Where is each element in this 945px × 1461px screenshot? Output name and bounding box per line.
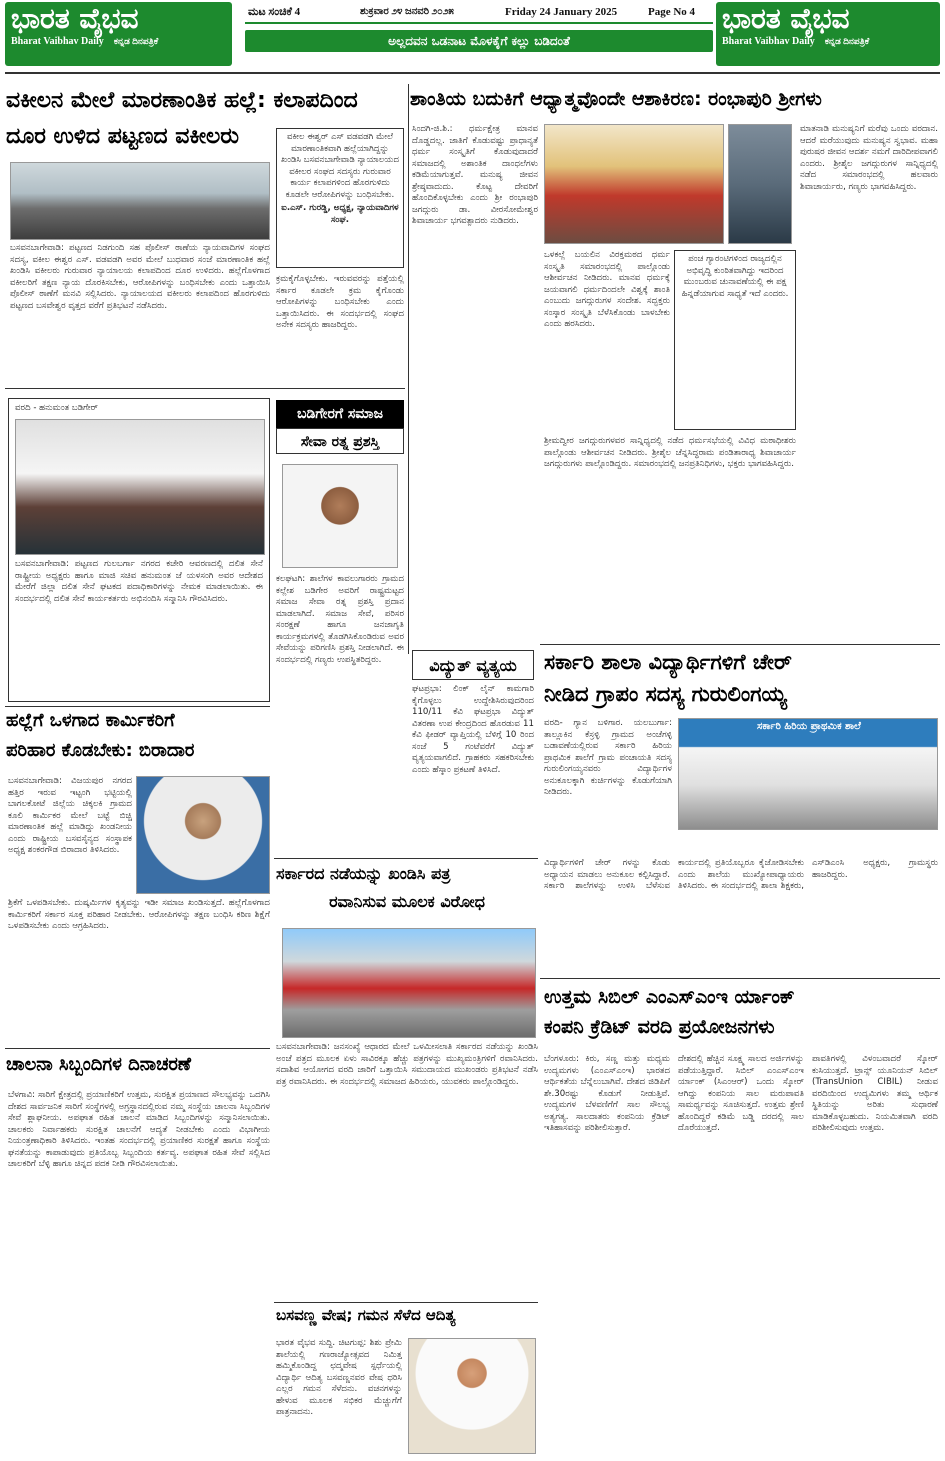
photo-school-chairs <box>678 718 938 830</box>
article-cibil-headline-2: ಕಂಪನಿ ಕ್ರೆಡಿಟ್ ವರದಿ ಪ್ರಯೋಜನಗಳು <box>544 1016 775 1038</box>
photo-basavanna-child <box>408 1338 536 1454</box>
article-lawyer-quote-by: ಐ.ಎಸ್. ಗುರಡ್ಡಿ, ಅಧ್ಯಕ್ಷ, ನ್ಯಾಯವಾದಿಗಳ ಸಂಘ. <box>281 203 399 225</box>
divider <box>5 388 405 389</box>
article-school-body-left: ವರದಿ- ಗ್ಯಾನ ಬಳಿಗಾರ. ಯಲಬುರ್ಗಾ: ತಾಲ್ಲೂಕಿನ ಕೆಸ್ರಳ್ಳಿ ಗ್ರಾಮದ ಅಂಚೆಗಳ್ಳಿ ಬಡಾವಣೆಯಲ್ಲಿರುವ ಸರ್ಕಾರಿ ಹಿರಿಯ ಪ್ರಾಥಮಿಕ ಶಾಲೆಗೆ ಗ್ರಾಮ ಪಂಚಾಯತಿ ಸದಸ್ಯ ಗುರುಲಿಂಗಯ್ಯನವರು ವಿದ್ಯಾರ್ಥಿಗಳ ಅನುಕೂಲಕ್ಕಾಗಿ ಕುರ್ಚಿಗಳನ್ನು ಕೊಡುಗೆಯಾಗಿ ನೀಡಿದರು. <box>544 718 672 797</box>
article-cibil-col2: ದೇಶದಲ್ಲಿ ಹೆಚ್ಚಿನ ಸೂಕ್ಷ್ಮ ಸಾಲದ ಅರ್ಜಿಗಳನ್ನು ಪಡೆಯುತ್ತಿದ್ದಾರೆ. ಸಿಬಿಲ್ ಎಂಎಸ್ಎಂಇ ರ್ಯಾಂಕ್ (ಸಿಎಂಆರ್) ಒಂದು ಸ್ಕೋರ್ ಆಗಿದ್ದು ಕಂಪನಿಯ ಸಾಲ ಮರುಪಾವತಿ ಸಾಮರ್ಥ್ಯವನ್ನು ಸೂಚಿಸುತ್ತದೆ. ಉತ್ತಮ ಶ್ರೇಣಿ ಹೊಂದಿದ್ದರೆ ಕಡಿಮೆ ಬಡ್ಡಿ ದರದಲ್ಲಿ ಸಾಲ ದೊರೆಯುತ್ತದೆ. <box>678 1054 804 1133</box>
article-letters-body: ಬಸವನಬಾಗೇವಾಡಿ: ಜನಸಂಖ್ಯೆ ಆಧಾರದ ಮೇಲೆ ಒಳಮೀಸಲಾತಿ ಸರ್ಕಾರದ ನಡೆಯನ್ನು ಖಂಡಿಸಿ ಅಂಚೆ ಪತ್ರದ ಮೂಲಕ ಏಳು ಸಾವಿರಕ್ಕೂ ಹೆಚ್ಚು ಪತ್ರಗಳನ್ನು ಮುಖ್ಯಮಂತ್ರಿಗಳಿಗೆ ರವಾನಿಸಿದರು. ಸದಾಶಿವ ಆಯೋಗದ ವರದಿ ಜಾರಿಗೆ ಒತ್ತಾಯಿಸಿ ಸಮುದಾಯದ ಮುಖಂಡರು ಪ್ರತಿಭಟನೆ ನಡೆಸಿ ಪತ್ರ ರವಾನಿಸಿದರು. ಈ ಸಂದರ್ಭದಲ್ಲಿ ಸಮಾಜದ ಹಿರಿಯರು, ಯುವಕರು ಪಾಲ್ಗೊಂಡಿದ್ದರು. <box>276 1042 538 1087</box>
article-costume-headline: ಬಸವಣ್ಣ ವೇಷ; ಗಮನ ಸೆಳೆದ ಆದಿತ್ಯ <box>276 1306 456 1324</box>
article-cibil-headline-1: ಉತ್ತಮ ಸಿಬಿಲ್ ಎಂಎಸ್ಎಂಇ ರ್ಯಾಂಕ್ <box>544 986 795 1008</box>
article-power-body: ಘಟಪ್ರಭಾ: ಲಿಂಕ್ ಲೈನ್ ಕಾಮಗಾರಿ ಕೈಗೊಳ್ಳಲು ಉದ್ದೇಶಿಸಿರುವುದರಿಂದ 110/11 ಕೆವಿ ಘಟಪ್ರಭಾ ವಿದ್ಯುತ್ ವಿತರಣಾ ಉಪ ಕೇಂದ್ರದಿಂದ ಹೊರಡುವ 11 ಕೆವಿ ಫೀಡರ್ ವ್ಯಾಪ್ತಿಯಲ್ಲಿ ಬೆಳಿಗ್ಗೆ 10 ರಿಂದ ಸಂಜೆ 5 ಗಂಟೆವರೆಗೆ ವಿದ್ಯುತ್ ವ್ಯತ್ಯಯವಾಗಲಿದೆ. ಗ್ರಾಹಕರು ಸಹಕರಿಸಬೇಕು ಎಂದು ಹೆಸ್ಕಾಂ ಪ್ರಕಟಣೆ ತಿಳಿಸಿದೆ. <box>412 684 534 775</box>
masthead-title: ಭಾರತ ವೈಭವ <box>11 2 139 35</box>
article-power-headline: ವಿದ್ಯುತ್ ವ್ಯತ್ಯಯ <box>412 650 534 680</box>
article-lawyer-headline-2: ದೂರ ಉಳಿದ ಪಟ್ಟಣದ ವಕೀಲರು <box>6 124 239 149</box>
divider <box>5 1048 270 1049</box>
school-sign: ಸರ್ಕಾರಿ ಹಿರಿಯ ಪ್ರಾಥಮಿಕ ಶಾಲೆ <box>757 721 861 732</box>
masthead-logo-right <box>716 2 940 66</box>
tagline: ಅಲ್ಲದವನ ಒಡನಾಟ ಮೊಳಕೈಗೆ ಕಲ್ಲು ಬಡಿದಂತೆ <box>245 30 713 52</box>
photo-lawyers-protest <box>10 162 270 240</box>
article-dalit-sena-reporter: ವರದಿ - ಹನುಮಂತ ಬಡಿಗೇರ್ <box>15 403 98 413</box>
divider <box>274 1302 538 1303</box>
masthead-subtitle-en: Bharat Vaibhav Daily <box>722 36 815 47</box>
divider <box>540 978 940 979</box>
article-lawyer-quote-box <box>276 128 404 268</box>
date-kannada: ಶುಕ್ರವಾರ ೨೪ ಜನವರಿ ೨೦೨೫ <box>360 6 454 17</box>
photo-award-recipient <box>282 464 398 568</box>
photo-biradar-portrait <box>136 776 270 894</box>
article-drivers-body: ಬೆಳಗಾವಿ: ಸಾರಿಗೆ ಕ್ಷೇತ್ರದಲ್ಲಿ ಪ್ರಯಾಣಿಕರಿಗೆ ಉತ್ತಮ, ಸುರಕ್ಷಿತ ಪ್ರಯಾಣದ ಸೌಲಭ್ಯವನ್ನು ಒದಗಿಸಿ ದೇಶದ ಸಾರ್ವಜನಿಕ ಸಾರಿಗೆ ಸಂಸ್ಥೆಗಳಲ್ಲಿ ಅಗ್ರಸ್ಥಾನದಲ್ಲಿರುವ ನಮ್ಮ ಸಂಸ್ಥೆಯ ಚಾಲನಾ ಸಿಬ್ಬಂದಿಗಳ ಸೇವೆ ಶ್ಲಾಘನೀಯ. ಅಪಘಾತ ರಹಿತ ಚಾಲನೆ ಮಾಡಿದ ಸಿಬ್ಬಂದಿಗಳನ್ನು ಸನ್ಮಾನಿಸಲಾಯಿತು. ಚಾಲಕರು ನಿರ್ವಾಹಕರು ಸುರಕ್ಷಿತ ಚಾಲನೆಗೆ ಆದ್ಯತೆ ನೀಡಬೇಕು ಎಂದು ವಿಭಾಗೀಯ ನಿಯಂತ್ರಣಾಧಿಕಾರಿ ತಿಳಿಸಿದರು. ಇಂತಹ ಸಂದರ್ಭದಲ್ಲಿ ಪ್ರಯಾಣಿಕರ ಸುರಕ್ಷತೆ ಹಾಗೂ ಸಂಸ್ಥೆಯ ಘನತೆಯನ್ನು ಕಾಪಾಡುವುದು ಪ್ರತಿಯೊಬ್ಬ ಸಿಬ್ಬಂದಿಯ ಕರ್ತವ್ಯ. ಅಪಘಾತ ರಹಿತ ಸೇವೆ ಸಲ್ಲಿಸಿದ ಚಾಲಕರಿಗೆ ಬೆಳ್ಳಿ ಹಾಗೂ ಚಿನ್ನದ ಪದಕ ನೀಡಿ ಗೌರವಿಸಲಾಯಿತು. <box>8 1090 270 1169</box>
article-lawyer-body-left: ಬಸವನಬಾಗೇವಾಡಿ: ಪಟ್ಟಣದ ನಿಡಗುಂದಿ ಸಹ ಪೊಲೀಸ್ ಠಾಣೆಯ ನ್ಯಾಯವಾದಿಗಳ ಸಂಘದ ಸದಸ್ಯ, ವಕೀಲ ಈಶ್ವರ ಎಸ್. ವಡವಡಗಿ ಅವರ ಮೇಲೆ ಬುಧವಾರ ಸಂಜೆ ಮಾರಣಾಂತಿಕ ಹಲ್ಲೆ ಖಂಡಿಸಿ ವಕೀಲರು ಗುರುವಾರ ನ್ಯಾಯಾಲಯ ಕಲಾಪದಿಂದ ದೂರ ಉಳಿದರು. ಹಲ್ಲೆಗೊಳಗಾದ ವಕೀಲರಿಗೆ ತಕ್ಷಣ ನ್ಯಾಯ ದೊರಕಿಸಬೇಕು, ಆರೋಪಿಗಳನ್ನು ಬಂಧಿಸಬೇಕು ಎಂದು ಒತ್ತಾಯಿಸಿ ಪೊಲೀಸ್ ಠಾಣೆಗೆ ಮನವಿ ಸಲ್ಲಿಸಿದರು. ನ್ಯಾಯಾಲಯದ ವಕೀಲರು ಕಲಾಪದಿಂದ ಹೊರಗುಳಿದು ಪಟ್ಟಣದ ಬಸವೇಶ್ವರ ವೃತ್ತದ ವರೆಗೆ ಪ್ರತಿಭಟನೆ ನಡೆಸಿದರು. <box>10 243 270 311</box>
article-drivers-headline: ಚಾಲನಾ ಸಿಬ್ಬಂದಿಗಳ ದಿನಾಚರಣೆ <box>6 1054 192 1075</box>
divider <box>274 858 538 859</box>
article-workers-headline-2: ಪರಿಹಾರ ಕೊಡಬೇಕು: ಬಿರಾದಾರ <box>6 740 195 761</box>
article-rambhapuri-body-col3: ಮಾತನಾಡಿ ಮನುಷ್ಯನಿಗೆ ಮರೆವು ಒಂದು ವರದಾನ. ಆದರೆ ಮರೆಯುವುದು ಮನುಷ್ಯನ ಸ್ವಭಾವ. ಮಹಾ ಪುರುಷರ ಜೀವನ ಆದರ್ಶ ನಮಗೆ ದಾರಿದೀಪವಾಗಲಿ ಎಂದರು. ಶ್ರೀಶೈಲ ಜಗದ್ಗುರುಗಳ ಸಾನ್ನಿಧ್ಯದಲ್ಲಿ ನಡೆದ ಸಮಾರಂಭದಲ್ಲಿ ಹಲವಾರು ಶಿವಾಚಾರ್ಯರು, ಗಣ್ಯರು ಭಾಗವಹಿಸಿದ್ದರು. <box>800 124 938 192</box>
issue-number: ಮಟ ಸಂಚಿಕೆ 4 <box>248 6 301 18</box>
article-award-headline-2: ಸೇವಾ ರತ್ನ ಪ್ರಶಸ್ತಿ <box>276 428 404 454</box>
column-rule <box>408 84 409 654</box>
masthead-subtitle-en: Bharat Vaibhav Daily <box>11 36 104 47</box>
article-school-headline-1: ಸರ್ಕಾರಿ ಶಾಲಾ ವಿದ್ಯಾರ್ಥಿಗಳಿಗೆ ಚೇರ್ <box>544 650 792 674</box>
article-workers-body-right: ಶ್ರಿಕೆಗೆ ಒಳಪಡಿಸಬೇಕು. ದುಷ್ಕರ್ಮಿಗಳ ಕೃತ್ಯವನ್ನು ಇಡೀ ಸಮಾಜ ಖಂಡಿಸುತ್ತದೆ. ಹಲ್ಲೆಗೊಳಗಾದ ಕಾರ್ಮಿಕರಿಗೆ ಸರ್ಕಾರ ಸೂಕ್ತ ಪರಿಹಾರ ನೀಡಬೇಕು. ಆರೋಪಿಗಳನ್ನು ತಕ್ಷಣ ಬಂಧಿಸಿ ಕಠಿಣ ಶಿಕ್ಷೆಗೆ ಒಳಪಡಿಸಬೇಕು ಎಂದು ಆಗ್ರಹಿಸಿದರು. <box>8 898 270 931</box>
article-cibil-col3: ಪಾವತಿಗಳಲ್ಲಿ ವಿಳಂಬವಾದರೆ ಸ್ಕೋರ್ ಕುಸಿಯುತ್ತದೆ. ಟ್ರಾನ್ಸ್ ಯೂನಿಯನ್ ಸಿಬಿಲ್ (TransUnion CIBIL) ನೀಡುವ ವರದಿಯಿಂದ ಉದ್ಯಮಿಗಳು ತಮ್ಮ ಆರ್ಥಿಕ ಸ್ಥಿತಿಯನ್ನು ಅರಿತು ಸುಧಾರಣೆ ಮಾಡಿಕೊಳ್ಳಬಹುದು. ನಿಯಮಿತವಾಗಿ ವರದಿ ಪರಿಶೀಲಿಸುವುದು ಉತ್ತಮ. <box>812 1054 938 1133</box>
divider <box>540 644 940 645</box>
article-rambhapuri-body-bottom: ಶ್ರೀಮದ್ವೀರ ಜಗದ್ಗುರುಗಳವರ ಸಾನ್ನಿಧ್ಯದಲ್ಲಿ ನಡೆದ ಧರ್ಮಸಭೆಯಲ್ಲಿ ವಿವಿಧ ಮಠಾಧೀಶರು ಪಾಲ್ಗೊಂಡು ಆಶೀರ್ವಚನ ನೀಡಿದರು. ಶ್ರೀಶೈಲ ಚೆನ್ನಸಿದ್ಧರಾಮ ಪಂಡಿತಾರಾಧ್ಯ ಶಿವಾಚಾರ್ಯ ಜಗದ್ಗುರುಗಳು ಪಾಲ್ಗೊಂಡಿದ್ದರು. ಸಮಾರಂಭದಲ್ಲಿ ಜನಪ್ರತಿನಿಧಿಗಳು, ಭಕ್ತರು ಭಾಗವಹಿಸಿದ್ದರು. <box>544 436 796 469</box>
masthead-bottom-rule <box>5 72 940 74</box>
article-cibil-col1: ಬೆಂಗಳೂರು: ಕಿರು, ಸಣ್ಣ ಮತ್ತು ಮಧ್ಯಮ ಉದ್ಯಮಗಳು (ಎಂಎಸ್ಎಂಇ) ಭಾರತದ ಆರ್ಥಿಕತೆಯ ಬೆನ್ನೆಲುಬಾಗಿವೆ. ದೇಶದ ಜಿಡಿಪಿಗೆ ಶೇ.30ರಷ್ಟು ಕೊಡುಗೆ ನೀಡುತ್ತಿವೆ. ಉದ್ಯಮಗಳ ಬೆಳವಣಿಗೆಗೆ ಸಾಲ ಸೌಲಭ್ಯ ಅತ್ಯಗತ್ಯ. ಸಾಲದಾತರು ಕಂಪನಿಯ ಕ್ರೆಡಿಟ್ ಇತಿಹಾಸವನ್ನು ಪರಿಶೀಲಿಸುತ್ತಾರೆ. <box>544 1054 670 1133</box>
article-award-body: ಕಲಘಟಗಿ: ಶಾಲೆಗಳ ಕಾವಲುಗಾರರು ಗ್ರಾಮದ ಕಲ್ಲೇಶ ಬಡಿಗೇರ ಅವರಿಗೆ ರಾಷ್ಟ್ರಮಟ್ಟದ ಸಮಾಜ ಸೇವಾ ರತ್ನ ಪ್ರಶಸ್ತಿ ಪ್ರದಾನ ಮಾಡಲಾಗಿದೆ. ಸಮಾಜ ಸೇವೆ, ಪರಿಸರ ಸಂರಕ್ಷಣೆ ಹಾಗೂ ಜನಜಾಗೃತಿ ಕಾರ್ಯಕ್ರಮಗಳಲ್ಲಿ ತೊಡಗಿಸಿಕೊಂಡಿರುವ ಅವರ ಸೇವೆಯನ್ನು ಪರಿಗಣಿಸಿ ಪ್ರಶಸ್ತಿ ನೀಡಲಾಗಿದೆ. ಈ ಸಂದರ್ಭದಲ್ಲಿ ಗಣ್ಯರು ಉಪಸ್ಥಿತರಿದ್ದರು. <box>276 574 404 665</box>
article-workers-headline-1: ಹಲ್ಲೆಗೆ ಒಳಗಾದ ಕಾರ್ಮಿಕರಿಗೆ <box>6 710 175 731</box>
article-workers-body-left: ಬಸವನಬಾಗೇವಾಡಿ: ವಿಜಯಪುರ ನಗರದ ಹತ್ತಿರ ಇರುವ ಇಟ್ಟಂಗಿ ಭಟ್ಟಿಯಲ್ಲಿ ಬಾಗಲಕೋಟೆ ಜಿಲ್ಲೆಯ ಚಿಕ್ಕಲಕಿ ಗ್ರಾಮದ ಕೂಲಿ ಕಾರ್ಮಿಕರ ಮೇಲೆ ಬಟ್ಟೆ ಬಿಚ್ಚಿ ಮಾರಣಾಂತಿಕ ಹಲ್ಲೆ ಮಾಡಿದ್ದು ಖಂಡನೀಯ ಎಂದು ರಾಷ್ಟ್ರೀಯ ಬಸವಸೈನ್ಯದ ಸಂಸ್ಥಾಪಕ ಅಧ್ಯಕ್ಷ ಶಂಕರಗೌಡ ಬಿರಾದಾರ ತಿಳಿಸಿದರು. <box>8 776 132 855</box>
article-rambhapuri-quote-box <box>674 250 796 430</box>
divider <box>5 706 270 707</box>
article-school-body-bottom: ವಿದ್ಯಾರ್ಥಿಗಳಿಗೆ ಚೇರ್ ಗಳನ್ನು ಕೊಡು ಅಧ್ಯಾಯನ ಮಾಡಲು ಅನುಕೂಲ ಕಲ್ಪಿಸಿದ್ದಾರೆ. ಸರ್ಕಾರಿ ಶಾಲೆಗಳನ್ನು ಉಳಿಸಿ ಬೆಳೆಸುವ ಕಾರ್ಯದಲ್ಲಿ ಪ್ರತಿಯೊಬ್ಬರೂ ಕೈಜೋಡಿಸಬೇಕು ಎಂದು ಶಾಲೆಯ ಮುಖ್ಯೋಪಾಧ್ಯಾಯರು ತಿಳಿಸಿದರು. ಈ ಸಂದರ್ಭದಲ್ಲಿ ಶಾಲಾ ಶಿಕ್ಷಕರು, ಎಸ್‌ಡಿಎಂಸಿ ಅಧ್ಯಕ್ಷರು, ಗ್ರಾಮಸ್ಥರು ಹಾಜರಿದ್ದರು. <box>544 858 938 891</box>
date-english: Friday 24 January 2025 <box>505 6 618 18</box>
photo-dalit-sena-felicitation <box>15 419 265 555</box>
page-number: Page No 4 <box>648 6 696 18</box>
masthead-title: ಭಾರತ ವೈಭವ <box>722 2 850 35</box>
article-lawyer-body-right: ಕ್ರಮಕೈಗೊಳ್ಳಬೇಕು. ಇರುವವರನ್ನು ಪತ್ತೆಯಲ್ಲಿ ಸರ್ಕಾರ ಕೂಡಲೇ ಕ್ರಮ ಕೈಗೊಂಡು ಆರೋಪಿಗಳನ್ನು ಬಂಧಿಸಬೇಕು ಎಂದು ಒತ್ತಾಯಿಸಿದರು. ಈ ಸಂದರ್ಭದಲ್ಲಿ ಸಂಘದ ಅನೇಕ ಸದಸ್ಯರು ಹಾಜರಿದ್ದರು. <box>276 274 404 330</box>
article-letters-headline-2: ರವಾನಿಸುವ ಮೂಲಕ ವಿರೋಧ <box>329 892 485 911</box>
article-award-headline-1: ಬಡಿಗೇರಗೆ ಸಮಾಜ <box>276 400 404 428</box>
article-school-headline-2: ನೀಡಿದ ಗ್ರಾಪಂ ಸದಸ್ಯ ಗುರುಲಿಂಗಯ್ಯ <box>544 682 787 706</box>
article-lawyer-headline-1: ವಕೀಲನ ಮೇಲೆ ಮಾರಣಾಂತಿಕ ಹಲ್ಲೆ: ಕಲಾಪದಿಂದ <box>6 88 358 113</box>
photo-letters-protest <box>282 928 536 1038</box>
article-costume-body: ಭಾರತ ವೈಭವ ಸುದ್ದಿ. ಚಿಟಗುಪ್ಪ: ಶಿಶು ಪ್ರೇಮಿ ಶಾಲೆಯಲ್ಲಿ ಗಣರಾಜ್ಯೋತ್ಸವದ ನಿಮಿತ್ತ ಹಮ್ಮಿಕೊಂಡಿದ್ದ ಛದ್ಮವೇಷ ಸ್ಪರ್ಧೆಯಲ್ಲಿ ವಿದ್ಯಾರ್ಥಿ ಆದಿತ್ಯ ಬಸವಣ್ಣನವರ ವೇಷ ಧರಿಸಿ ಎಲ್ಲರ ಗಮನ ಸೆಳೆದನು. ವಚನಗಳನ್ನು ಹೇಳುವ ಮೂಲಕ ಸಭಿಕರ ಮೆಚ್ಚುಗೆಗೆ ಪಾತ್ರನಾದನು. <box>276 1338 402 1417</box>
article-dalit-sena-body: ಬಸವನಬಾಗೇವಾಡಿ: ಪಟ್ಟಣದ ಗುಲಬರ್ಗಾ ನಗರದ ಕಚೇರಿ ಆವರಣದಲ್ಲಿ ದಲಿತ ಸೇನೆ ರಾಷ್ಟ್ರೀಯ ಅಧ್ಯಕ್ಷರು ಹಾಗೂ ಮಾಜಿ ಸಚಿವ ಹನುಮಂತ ಜೆ ಯಳಸಂಗಿ ಅವರ ಆದೇಶದ ಮೇರೆಗೆ ಜಿಲ್ಲಾ ದಲಿತ ಸೇನೆ ಘಟಕದ ಪದಾಧಿಕಾರಿಗಳನ್ನು ನೇಮಕ ಮಾಡಲಾಯಿತು. ಈ ಸಂದರ್ಭದಲ್ಲಿ ದಲಿತ ಸೇನೆ ಕಾರ್ಯಕರ್ತರು ಅಭಿನಂದಿಸಿ ಸನ್ಮಾನಿಸಿ ಗೌರವಿಸಿದರು. <box>15 559 263 604</box>
article-rambhapuri-quote: ಪಂಚ ಗ್ಯಾರಂಟಿಗಳಿಂದ ರಾಜ್ಯದಲ್ಲಿನ ಅಭಿವೃದ್ಧಿ ಕುಂಠಿತವಾಗಿದ್ದು ಇದರಿಂದ ಮುಂಬರುವ ಚುನಾವಣೆಯಲ್ಲಿ ಈ ಪಕ್ಷ ಹಿನ್ನಡೆಯಾಗುವ ಸಾಧ್ಯತೆ ಇದೆ ಎಂದರು. <box>681 254 789 299</box>
article-rambhapuri-body-col2: ಒಳಕಲ್ಲೆ ಬಯಲಿನ ವಿರಕ್ತಮಠದ ಧರ್ಮ ಸಂಸ್ಕೃತಿ ಸಮಾರಂಭದಲ್ಲಿ ಪಾಲ್ಗೊಂಡು ಆಶೀರ್ವಚನ ನೀಡಿದರು. ಮಾನವ ಧರ್ಮಕ್ಕೆ ಜಯವಾಗಲಿ ಧರ್ಮದಿಂದಲೇ ವಿಶ್ವಕ್ಕೆ ಶಾಂತಿ ಎಂಬುದು ಜಗದ್ಗುರುಗಳ ಸಂದೇಶ. ಸದ್ಭಕ್ತರು ಸಂಸ್ಕಾರ ಸಂಸ್ಕೃತಿ ಬೆಳೆಸಿಕೊಂಡು ಬಾಳಬೇಕು ಎಂದು ಹರಸಿದರು. <box>544 250 670 329</box>
photo-rambhapuri-speaker <box>728 124 792 244</box>
masthead-subtitle-kn: ಕನ್ನಡ ದಿನಪತ್ರಿಕೆ <box>824 36 870 46</box>
masthead-subtitle-kn: ಕನ್ನಡ ದಿನಪತ್ರಿಕೆ <box>113 36 159 46</box>
photo-rambhapuri-ceremony <box>544 124 724 244</box>
article-lawyer-quote: ವಕೀಲ ಈಶ್ವರ್ ಎಸ್ ವಡವಡಗಿ ಮೇಲೆ ಮಾರಣಾಂತಿಕವಾಗಿ ಹಲ್ಲೆಯಾಗಿದ್ದನ್ನು ಖಂಡಿಸಿ ಬಸವನಬಾಗೇವಾಡಿ ನ್ಯಾಯಾಲಯದ ವಕೀಲರ ಸಂಘದ ಸದಸ್ಯರು ಗುರುವಾರ ಕಾರ್ಯ ಕಲಾಪಗಳಿಂದ ಹೊರಗುಳಿದು ಕೂಡಲೇ ಆರೋಪಿಗಳನ್ನು ಬಂಧಿಸಬೇಕು. <box>280 132 400 200</box>
article-rambhapuri-headline: ಶಾಂತಿಯ ಬದುಕಿಗೆ ಆಧ್ಯಾತ್ಮವೊಂದೇ ಆಶಾಕಿರಣ: ರಂಭಾಪುರಿ ಶ್ರೀಗಳು <box>410 88 822 110</box>
article-letters-headline-1: ಸರ್ಕಾರದ ನಡೆಯನ್ನು ಖಂಡಿಸಿ ಪತ್ರ <box>276 864 451 883</box>
article-dalit-sena-box <box>8 398 270 702</box>
masthead-logo-left <box>5 2 232 66</box>
masthead-rule <box>245 22 713 24</box>
article-rambhapuri-body-col1: ಸಿಂದಗಿ-ಜಿ.ಶಿ.: ಧರ್ಮಕ್ಷೇತ್ರ ಮಾನವ ದೊಡ್ಡದಲ್ಲ. ಜಾತಿಗೆ ಕೊಡುವಷ್ಟು ಪ್ರಾಧಾನ್ಯತೆ ಧರ್ಮ ಸಂಸ್ಕೃತಿಗೆ ಕೊಡುವುದಾದರೆ ಸಮಾಜದಲ್ಲಿ ಅಶಾಂತಿಕ ದಾಂಧಲೆಗಳು ಕಡಿಮೆಯಾಗುತ್ತವೆ. ಮನುಷ್ಯ ಜೀವನ ಶ್ರೇಷ್ಠವಾದುದು. ಕೊಟ್ಟ ದೇವರಿಗೆ ಹೊಂದಿಕೊಳ್ಳಬೇಕು ಎಂದು ಶ್ರೀ ರಂಭಾಪುರಿ ಜಗದ್ಗುರು ಡಾ. ವೀರಸೋಮೇಶ್ವರ ಶಿವಾಚಾರ್ಯ ಭಗವತ್ಪಾದರು ನುಡಿದರು. <box>412 124 538 226</box>
